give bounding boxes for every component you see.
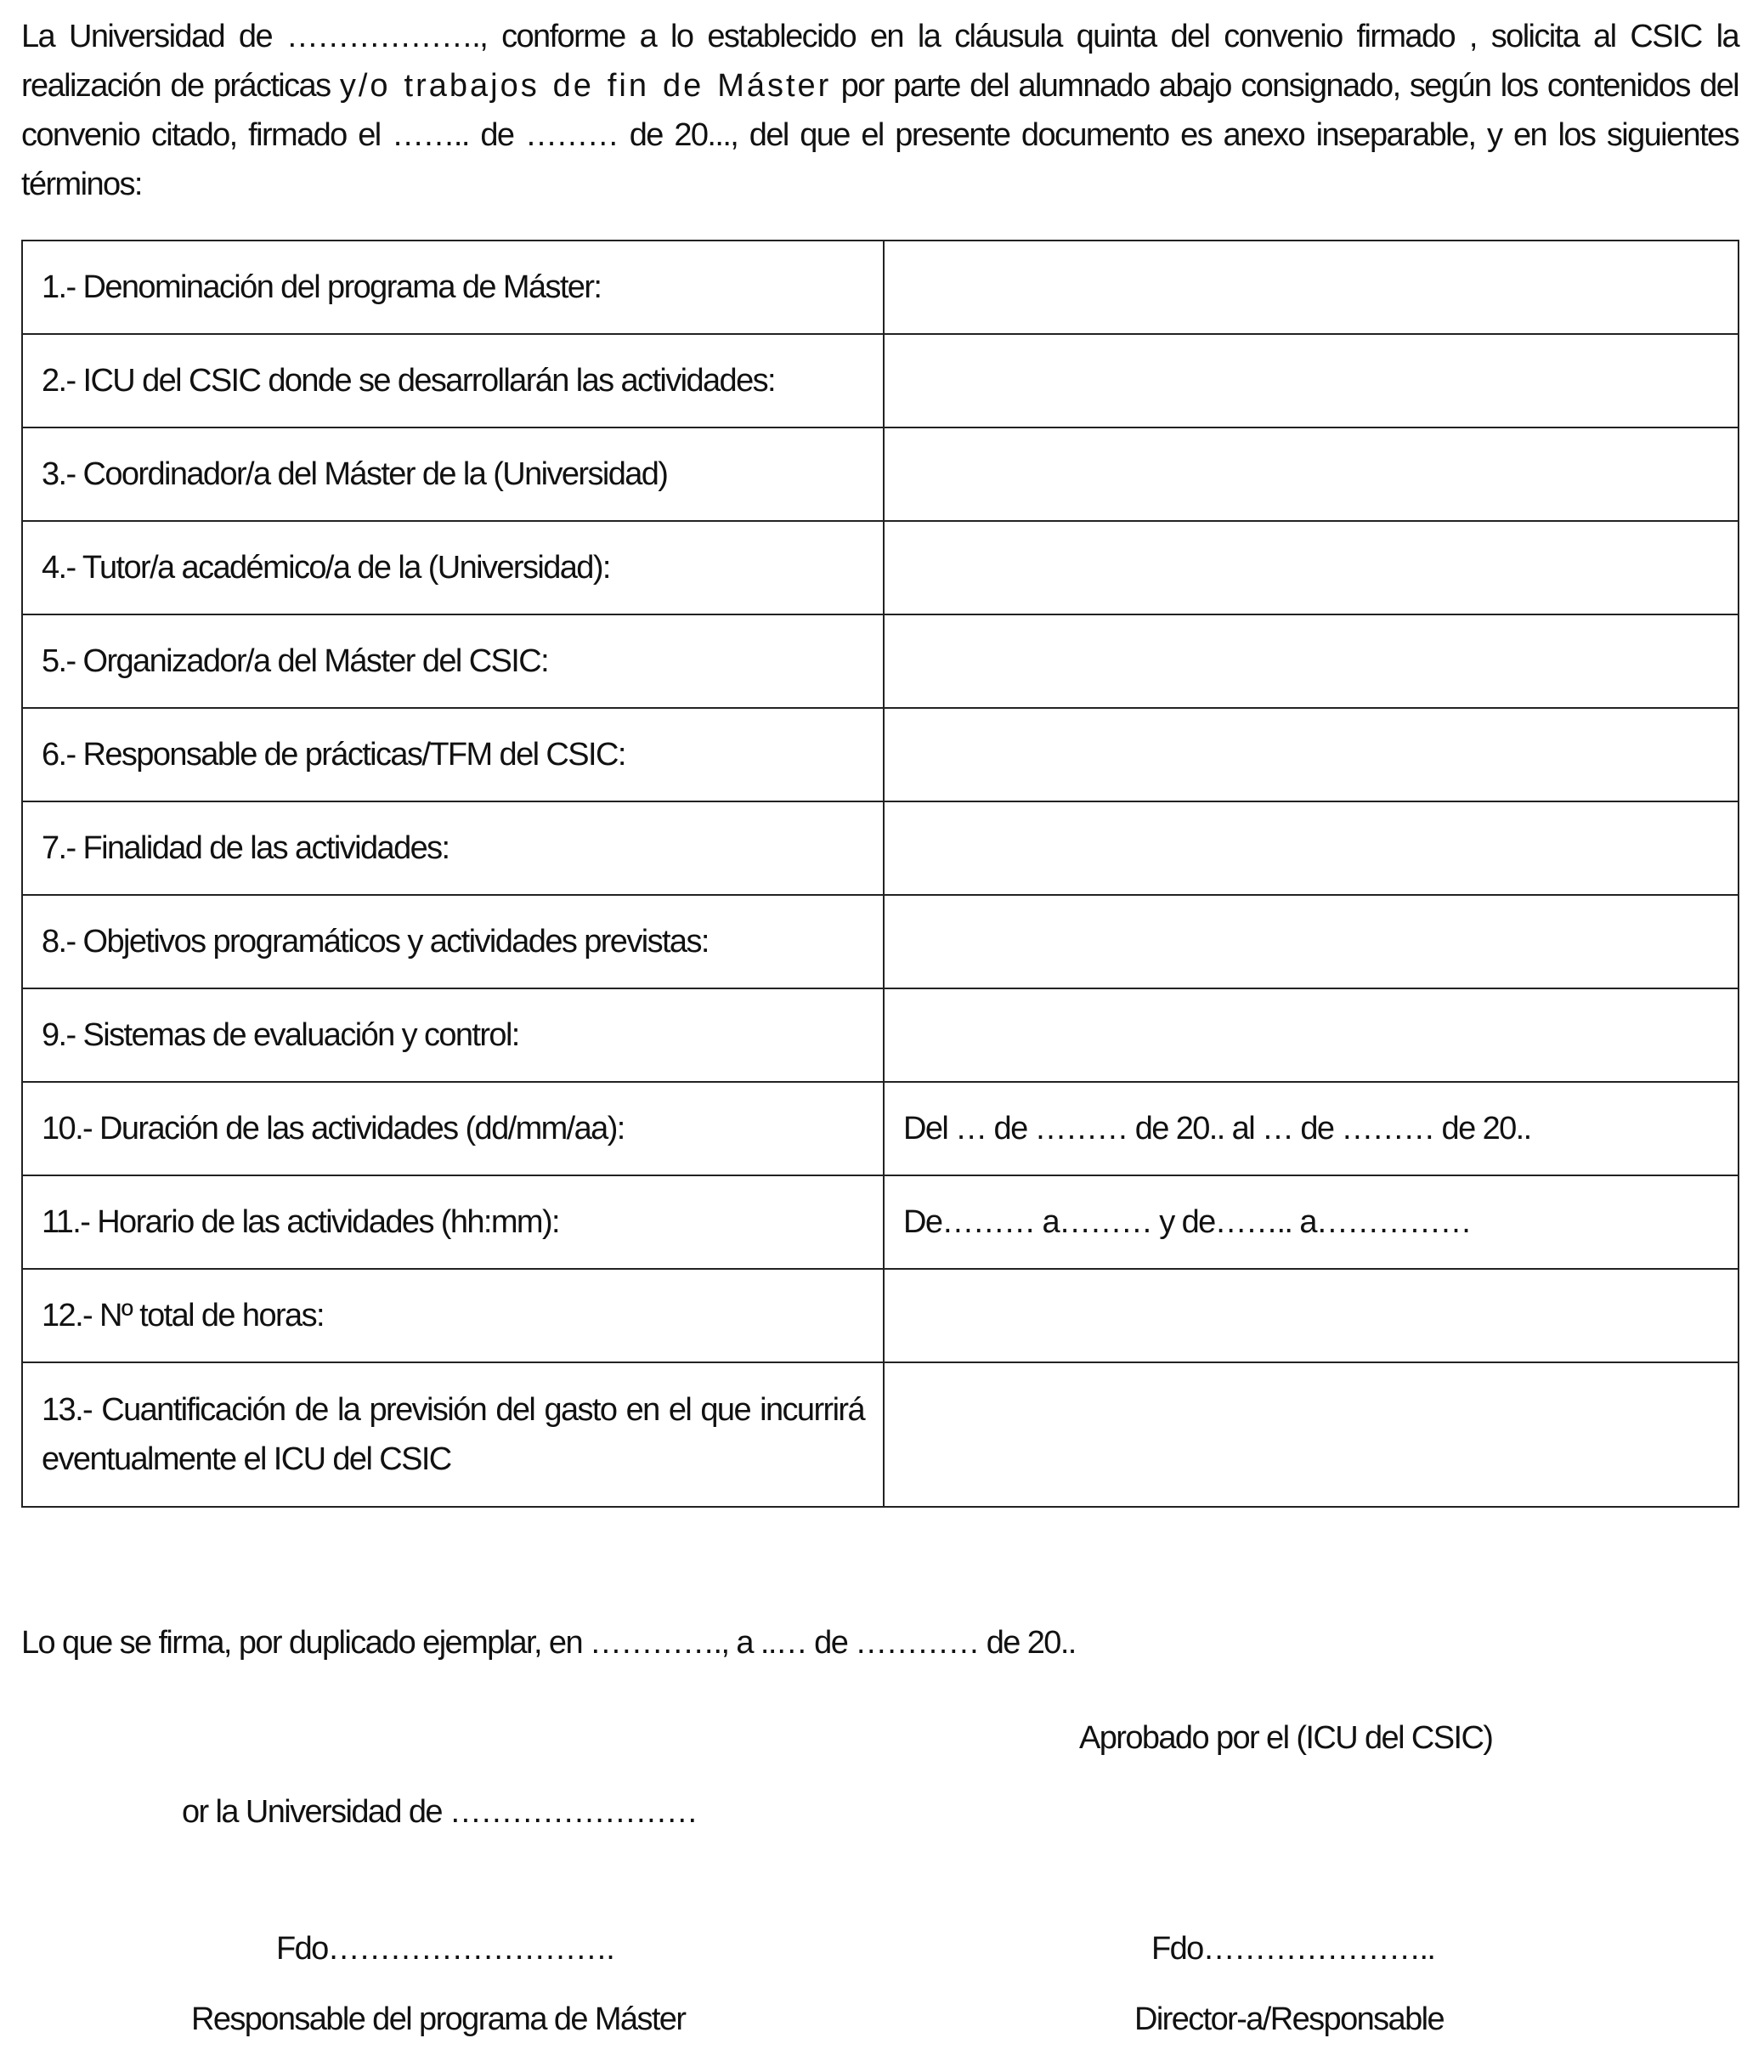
table-row: [22, 708, 1739, 801]
signature-right: Fdo…………………..: [1151, 1931, 1435, 1967]
row-label: 11.- Horario de las actividades (hh:mm):: [22, 1175, 884, 1269]
row-label: 8.- Objetivos programáticos y actividades previstas:: [22, 895, 884, 988]
intro-spaced-text: y/o trabajos de fin de Máster: [339, 68, 832, 104]
row-value-field[interactable]: [884, 895, 1739, 988]
table-row: [22, 801, 1739, 895]
row-value-field[interactable]: [884, 988, 1739, 1082]
row-value-field[interactable]: Del … de ……… de 20.. al … de ……… de 20..: [884, 1082, 1739, 1175]
row-value-field[interactable]: [884, 1269, 1739, 1362]
row-label: 13.- Cuantificación de la previsión del gasto en el que incurrirá eventualmente el ICU del CSIC: [22, 1362, 884, 1507]
role-right: Director-a/Responsable: [1134, 2001, 1444, 2037]
row-label: 4.- Tutor/a académico/a de la (Universidad):: [22, 521, 884, 614]
row-label: 1.- Denominación del programa de Máster:: [22, 241, 884, 334]
intro-text: La Universidad de ………………., conforme a lo establecido en la cláusula quinta del convenio firmado , solicita al CSIC la realización de prácticas: [21, 19, 1739, 104]
table-row: [22, 988, 1739, 1082]
row-value-field[interactable]: [884, 708, 1739, 801]
row-value-field[interactable]: De……… a……… y de…….. a……………: [884, 1175, 1739, 1269]
closing-text: Lo que se firma, por duplicado ejemplar, en …………., a ..… de ………… de 20..: [21, 1625, 1076, 1661]
row-value-field[interactable]: [884, 614, 1739, 708]
university-by-label: or la Universidad de ……………………: [182, 1794, 698, 1830]
row-value-field[interactable]: [884, 521, 1739, 614]
signature-left: Fdo……………………….: [276, 1931, 614, 1967]
table-row: [22, 614, 1739, 708]
table-row: [22, 1082, 1739, 1175]
row-label: 3.- Coordinador/a del Máster de la (Universidad): [22, 427, 884, 521]
row-value-field[interactable]: [884, 241, 1739, 334]
row-label: 12.- Nº total de horas:: [22, 1269, 884, 1362]
terms-table: [21, 240, 1739, 1508]
row-label: 5.- Organizador/a del Máster del CSIC:: [22, 614, 884, 708]
table-row: [22, 241, 1739, 334]
role-left: Responsable del programa de Máster: [191, 2001, 686, 2037]
row-label: 2.- ICU del CSIC donde se desarrollarán las actividades:: [22, 334, 884, 427]
table-row: [22, 1362, 1739, 1507]
intro-text-end: por parte del alumnado abajo consignado, según los contenidos del convenio citado, firmado el …….. de ……… de 20..., del que el presente documento es anexo inseparable, y en los siguientes términos:: [21, 68, 1739, 202]
table-row: [22, 1269, 1739, 1362]
row-label: 9.- Sistemas de evaluación y control:: [22, 988, 884, 1082]
row-value-field[interactable]: [884, 1362, 1739, 1507]
row-value-field[interactable]: [884, 427, 1739, 521]
row-label: 6.- Responsable de prácticas/TFM del CSIC:: [22, 708, 884, 801]
table-row: [22, 521, 1739, 614]
row-value-field[interactable]: [884, 801, 1739, 895]
table-row: [22, 334, 1739, 427]
approved-by-label: Aprobado por el (ICU del CSIC): [1079, 1720, 1493, 1756]
row-label: 10.- Duración de las actividades (dd/mm/aa):: [22, 1082, 884, 1175]
row-value-field[interactable]: [884, 334, 1739, 427]
table-row: [22, 1175, 1739, 1269]
table-row: [22, 895, 1739, 988]
table-row: [22, 427, 1739, 521]
intro-paragraph: [21, 12, 1739, 209]
row-label: 7.- Finalidad de las actividades:: [22, 801, 884, 895]
